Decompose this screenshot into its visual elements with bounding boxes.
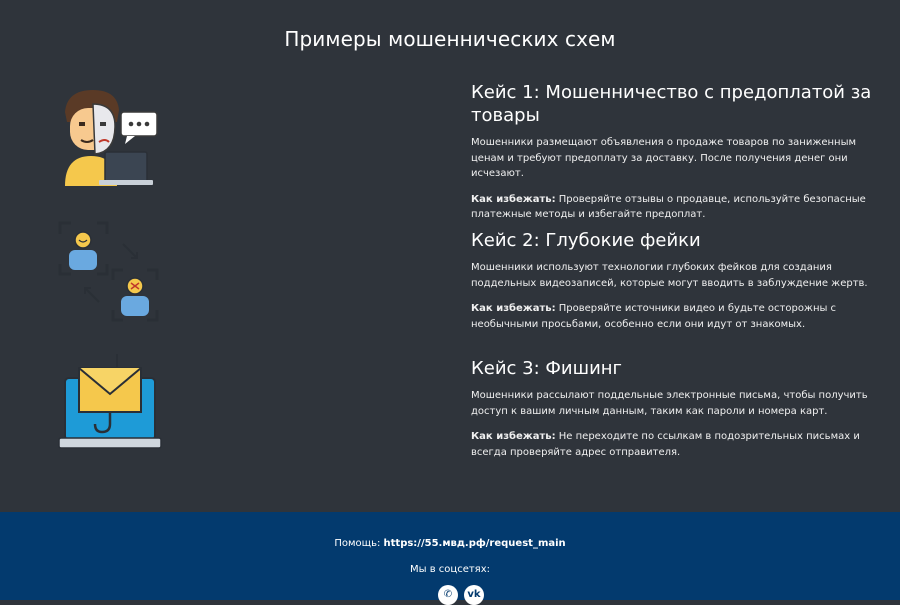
help-label: Помощь:: [334, 538, 384, 549]
vk-icon[interactable]: vk: [464, 585, 484, 605]
case-description: Мошенники размещают объявления о продаже товаров по заниженным ценам и требуют предоплату за доставку. После получения денег они исчезают.: [471, 137, 857, 179]
social-links: [438, 585, 490, 605]
tip-label: Как избежать:: [471, 303, 556, 314]
case-text-2: [471, 229, 876, 342]
tip-label: Как избежать:: [471, 431, 556, 442]
case-title: Кейс 1: Мошенничество с предоплатой за товары: [471, 82, 872, 126]
tip-text: Проверяйте источники видео и будьте осторожны с необычными просьбами, особенно если они идут от знакомых.: [471, 303, 837, 330]
phishing-email-icon: [55, 352, 165, 462]
whatsapp-icon[interactable]: ✆: [438, 585, 458, 605]
tip-text: Проверяйте отзывы о продавце, используйте безопасные платежные методы и избегайте предоплат.: [471, 193, 866, 220]
case-text-1: [471, 81, 876, 233]
case-title: Кейс 3: Фишинг: [471, 358, 622, 379]
tip-text: Не переходите по ссылкам в подозрительных письмах и всегда проверяйте адрес отправителя.: [471, 431, 860, 458]
help-link[interactable]: https://55.мвд.рф/request_main: [383, 538, 566, 549]
tip-label: Как избежать:: [471, 193, 556, 205]
footer: [0, 512, 900, 600]
case-tip: [471, 301, 876, 332]
face-swap-icon: [55, 218, 165, 328]
case-text-3: [471, 357, 876, 470]
social-label: Мы в соцсетях:: [410, 564, 490, 575]
case-tip: [471, 192, 876, 223]
case-description: Мошенники рассылают поддельные электронные письма, чтобы получить доступ к вашим личным данным, таким как пароли и номера карт.: [471, 390, 868, 417]
help-line: [0, 538, 900, 549]
scammer-mask-icon: [55, 82, 165, 192]
case-title: Кейс 2: Глубокие фейки: [471, 230, 701, 251]
case-tip: [471, 429, 876, 460]
page-title: Примеры мошеннических схем: [284, 27, 616, 51]
case-description: Мошенники используют технологии глубоких фейков для создания поддельных видеозаписей, которые могут вводить в заблуждение жертв.: [471, 262, 868, 289]
